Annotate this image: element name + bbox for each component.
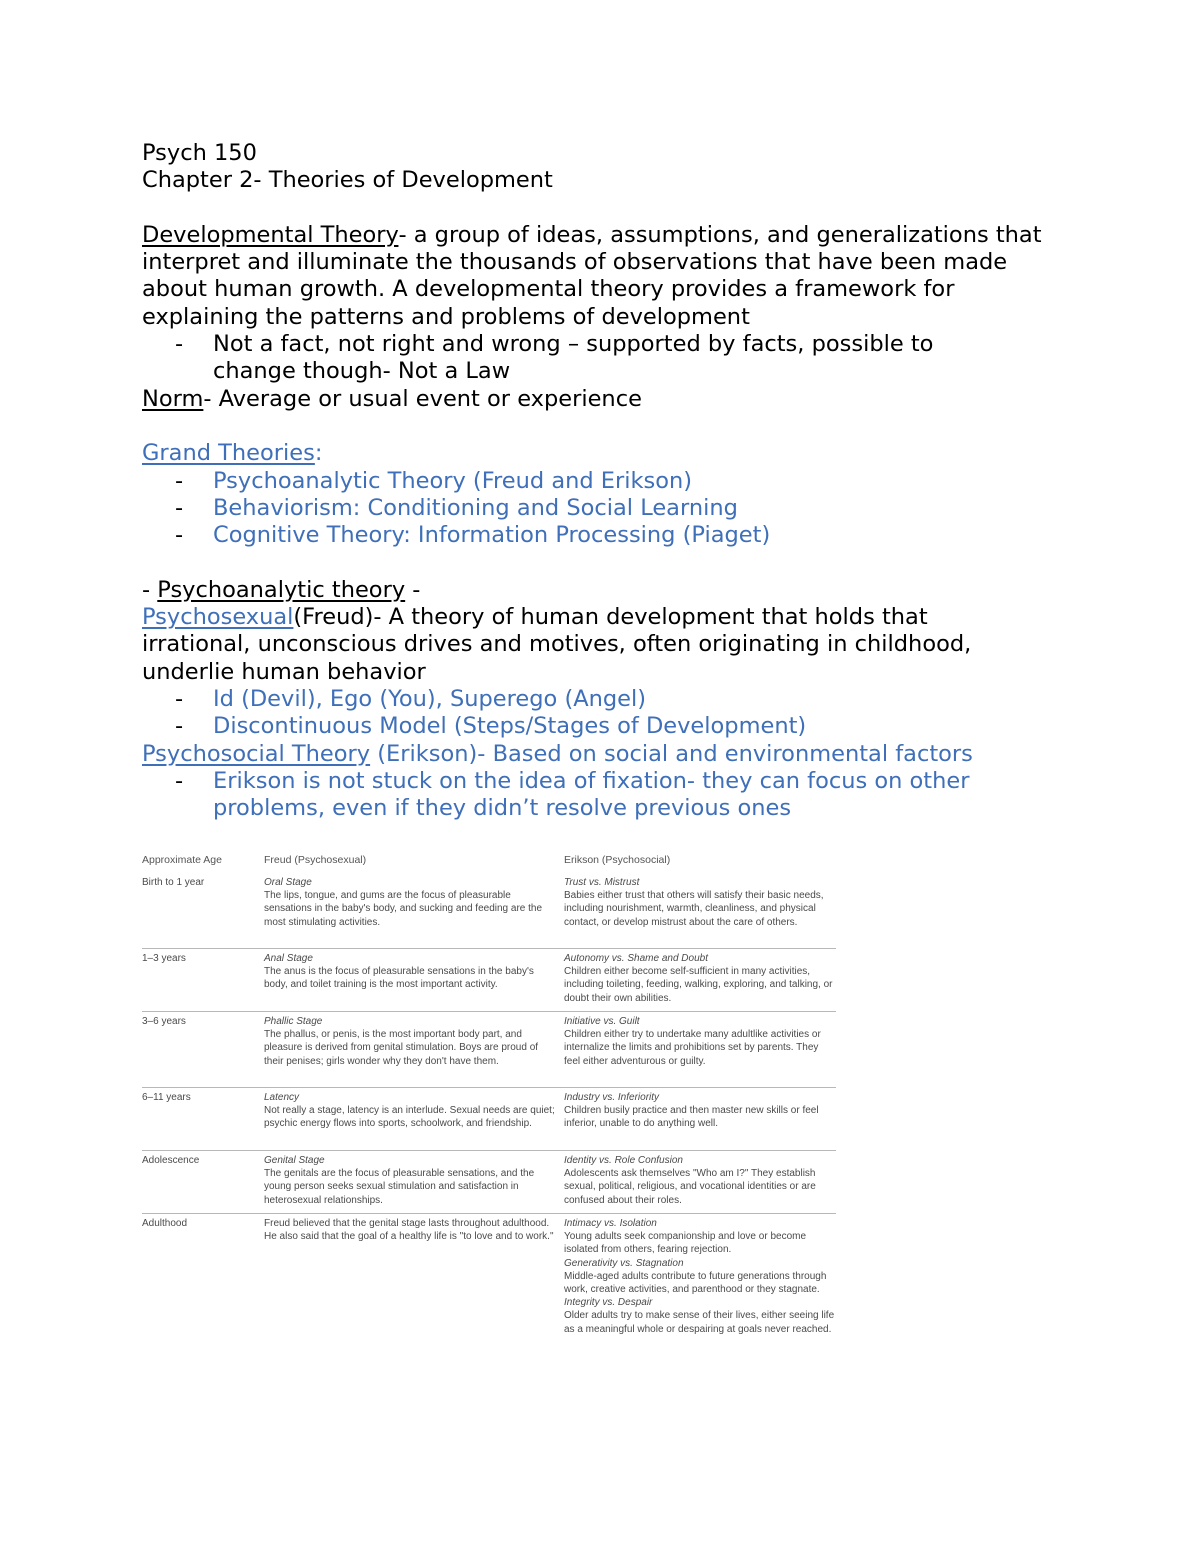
bullet-dash: - bbox=[175, 331, 184, 358]
header-freud: Freud (Psychosexual) bbox=[264, 853, 367, 866]
list-item: - Id (Devil), Ego (You), Superego (Angel) bbox=[175, 685, 647, 712]
norm-term: Norm bbox=[142, 385, 204, 412]
stages-table-figure bbox=[142, 848, 836, 1367]
table-row: Adulthood Freud believed that the genital stage lasts throughout adulthood. He also said that the goal of a healthy life is "to love and to work." Intimacy vs. Isolation Young adults seek companionship and love or become isolated from others, fearing rejection. Generativity vs. Stagnation Middle-aged adults contribute to future generations through work, creative activities, and parenthood or they stagnate. Integrity vs. Despair Older adults try to make sense of their lives, either seeing life as a meaningful whole or despairing at goals never reached. bbox=[142, 1218, 835, 1335]
header-age: Approximate Age bbox=[142, 853, 222, 866]
document-body bbox=[142, 140, 1042, 822]
list-item: - Psychoanalytic Theory (Freud and Erikson) bbox=[175, 467, 693, 494]
table-row: 6–11 years Latency Not really a stage, latency is an interlude. Sexual needs are quiet; psychic energy flows into sports, schoolwork, and friendship. Industry vs. Inferiority Children busily practice and then master new skills or feel inferior, unable to do anything well. bbox=[142, 1088, 836, 1151]
psychosexual-term: Psychosexual bbox=[142, 604, 294, 631]
list-item: - Discontinuous Model (Steps/Stages of Development) bbox=[175, 713, 807, 740]
psychosocial-term: Psychosocial Theory bbox=[142, 740, 371, 767]
table-row: 3–6 years Phallic Stage The phallus, or penis, is the most important body part, and pleasure is derived from genital stimulation. Boys are proud of their penises; girls wonder why they don't have them. Initiative vs. Guilt Children either try to undertake many adultlike activities or internalize the limits and prohibitions set by parents. They feel either adventurous or guilty. bbox=[142, 1012, 836, 1088]
developmental-theory-bullet: - Not a fact, not right and wrong – supported by facts, possible to change though- Not a Law bbox=[175, 331, 934, 385]
table-row: Birth to 1 year Oral Stage The lips, tongue, and gums are the focus of pleasurable sensations in the baby's body, and sucking and feeding are the most stimulating activities. Trust vs. Mistrust Babies either trust that others will satisfy their basic needs, including nourishment, warmth, cleanliness, and physical contact, or develop mistrust about the care of others. bbox=[142, 873, 836, 949]
table-header bbox=[142, 848, 836, 873]
developmental-theory-definition bbox=[142, 222, 1042, 331]
header-erikson: Erikson (Psychosocial) bbox=[564, 853, 671, 866]
norm-definition: Norm- Average or usual event or experience bbox=[142, 385, 642, 412]
list-item: - Behaviorism: Conditioning and Social Learning bbox=[175, 494, 738, 521]
table-row: 1–3 years Anal Stage The anus is the focus of pleasurable sensations in the baby's body, and toilet training is the most important activity. Autonomy vs. Shame and Doubt Children either become self-sufficient in many activities, including toileting, feeding, walking, exploring, and talking, or doubt their own abilities. bbox=[142, 949, 836, 1012]
list-item: - Erikson is not stuck on the idea of fixation- they can focus on other problems, even if they didn’t resolve previous ones bbox=[175, 767, 970, 822]
psychoanalytic-heading: - Psychoanalytic theory - bbox=[142, 576, 421, 603]
developmental-theory-text: - a group of ideas, assumptions, and generalizations that interpret and illuminate the thousands of observations that have been made about human growth. A developmental theory provides a framework for explaining the patterns and problems of development bbox=[142, 221, 1042, 330]
chapter-title: Chapter 2- Theories of Development bbox=[142, 167, 553, 194]
list-item: - Cognitive Theory: Information Processing (Piaget) bbox=[175, 522, 771, 549]
course-title: Psych 150 bbox=[142, 140, 257, 166]
developmental-theory-term: Developmental Theory bbox=[142, 221, 399, 248]
table-row: Adolescence Genital Stage The genitals are the focus of pleasurable sensations, and the young person seeks sexual stimulation and satisfaction in heterosexual relationships. Identity vs. Role Confusion Adolescents ask themselves "Who am I?" They establish sexual, political, religious, and vocational identities or are confused about their roles. bbox=[142, 1151, 836, 1214]
grand-theories-heading: Grand Theories: bbox=[142, 440, 323, 467]
psychosexual-definition: Psychosexual(Freud)- A theory of human development that holds that irrational, unconscious drives and motives, often originating in childhood, underlie human behavior bbox=[142, 604, 972, 685]
psychosocial-definition: Psychosocial Theory (Erikson)- Based on social and environmental factors bbox=[142, 740, 973, 767]
